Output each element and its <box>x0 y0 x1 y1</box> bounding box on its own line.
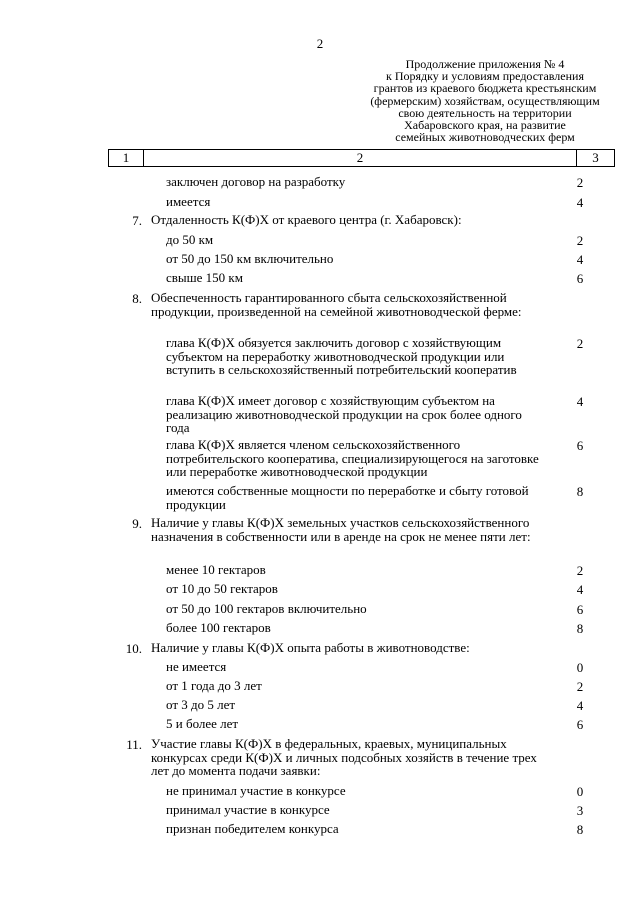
option-text: глава К(Ф)Х имеет договор с хозяйствующим субъектом на реализацию животноводческой продукции на срок более одного года <box>166 393 522 435</box>
column-header-1: 1 <box>109 150 144 166</box>
option-text: от 3 до 5 лет <box>166 697 236 712</box>
points-value: 4 <box>576 698 584 713</box>
option-text: признан победителем конкурса <box>166 821 339 836</box>
row-number: 11. <box>126 737 142 752</box>
option-text: более 100 гектаров <box>166 620 271 635</box>
points-value: 0 <box>576 660 584 675</box>
points-value: 2 <box>576 563 584 578</box>
column-header-2: 2 <box>144 150 577 166</box>
points-value: 2 <box>576 336 584 351</box>
points-value: 6 <box>576 717 584 732</box>
option-text: от 50 до 150 км включительно <box>166 251 334 266</box>
criterion-text: Отдаленность К(Ф)Х от краевого центра (г. Хабаровск): <box>151 212 462 227</box>
option-text: от 1 года до 3 лет <box>166 678 262 693</box>
criterion-text: Участие главы К(Ф)Х в федеральных, краевых, муниципальных конкурсах среди К(Ф)Х и личных подсобных хозяйств в течение трех лет до момента подачи заявки: <box>151 736 537 778</box>
page-number: 2 <box>316 36 324 51</box>
option-text: от 50 до 100 гектаров включительно <box>166 601 367 616</box>
header-line: Продолжение приложения № 4 <box>405 57 565 71</box>
option-text: принимал участие в конкурсе <box>166 802 330 817</box>
option-text: от 10 до 50 гектаров <box>166 581 278 596</box>
row-number: 10. <box>125 641 142 656</box>
points-value: 4 <box>576 394 584 409</box>
option-text: не имеется <box>166 659 227 674</box>
option-text: имеются собственные мощности по переработке и сбыту готовой продукции <box>166 483 529 512</box>
points-value: 4 <box>576 582 584 597</box>
points-value: 3 <box>576 803 584 818</box>
header-line: (фермерским) хозяйствам, осуществляющим <box>370 93 600 108</box>
option-text: глава К(Ф)Х обязуется заключить договор с хозяйствующим субъектом на переработку животноводческой продукции или вступить в сельскохозяйственный потребительский кооператив <box>166 335 517 377</box>
points-value: 8 <box>576 621 584 636</box>
criterion-text: Обеспеченность гарантированного сбыта сельскохозяйственной продукции, произведенной на семейной животноводческой ферме: <box>151 290 522 319</box>
points-value: 4 <box>576 252 584 267</box>
row-number: 9. <box>132 516 142 531</box>
option-text: свыше 150 км <box>166 270 243 285</box>
points-value: 6 <box>576 438 584 453</box>
header-line: свою деятельность на территории <box>398 105 572 120</box>
points-value: 4 <box>576 195 584 210</box>
points-value: 2 <box>576 679 584 694</box>
header-line: к Порядку и условиям предоставления <box>386 69 584 84</box>
criterion-text: Наличие у главы К(Ф)Х земельных участков сельскохозяйственного назначения в собственности или в аренде на срок не менее пяти лет: <box>151 515 531 544</box>
points-value: 2 <box>576 175 584 190</box>
option-text: 5 и более лет <box>166 716 239 731</box>
points-value: 6 <box>576 271 584 286</box>
option-text: глава К(Ф)Х является членом сельскохозяйственного потребительского кооператива, специализирующегося на заготовке или переработке животноводческой продукции <box>166 437 539 479</box>
header-line: семейных животноводческих ферм <box>395 130 575 145</box>
column-header-3: 3 <box>592 150 599 165</box>
points-value: 0 <box>576 784 584 799</box>
points-value: 6 <box>576 602 584 617</box>
option-text: не принимал участие в конкурсе <box>166 783 346 798</box>
option-text: имеется <box>166 194 211 209</box>
option-text: менее 10 гектаров <box>166 562 266 577</box>
points-value: 2 <box>576 233 584 248</box>
header-line: грантов из краевого бюджета крестьянским <box>373 81 597 96</box>
points-value: 8 <box>576 822 584 837</box>
criterion-text: Наличие у главы К(Ф)Х опыта работы в животноводстве: <box>151 640 470 655</box>
header-line: Хабаровского края, на развитие <box>404 118 566 133</box>
option-text: заключен договор на разработку <box>166 174 346 189</box>
option-text: до 50 км <box>166 232 214 247</box>
row-number: 8. <box>132 291 142 306</box>
points-value: 8 <box>576 484 584 499</box>
row-number: 7. <box>132 213 142 228</box>
